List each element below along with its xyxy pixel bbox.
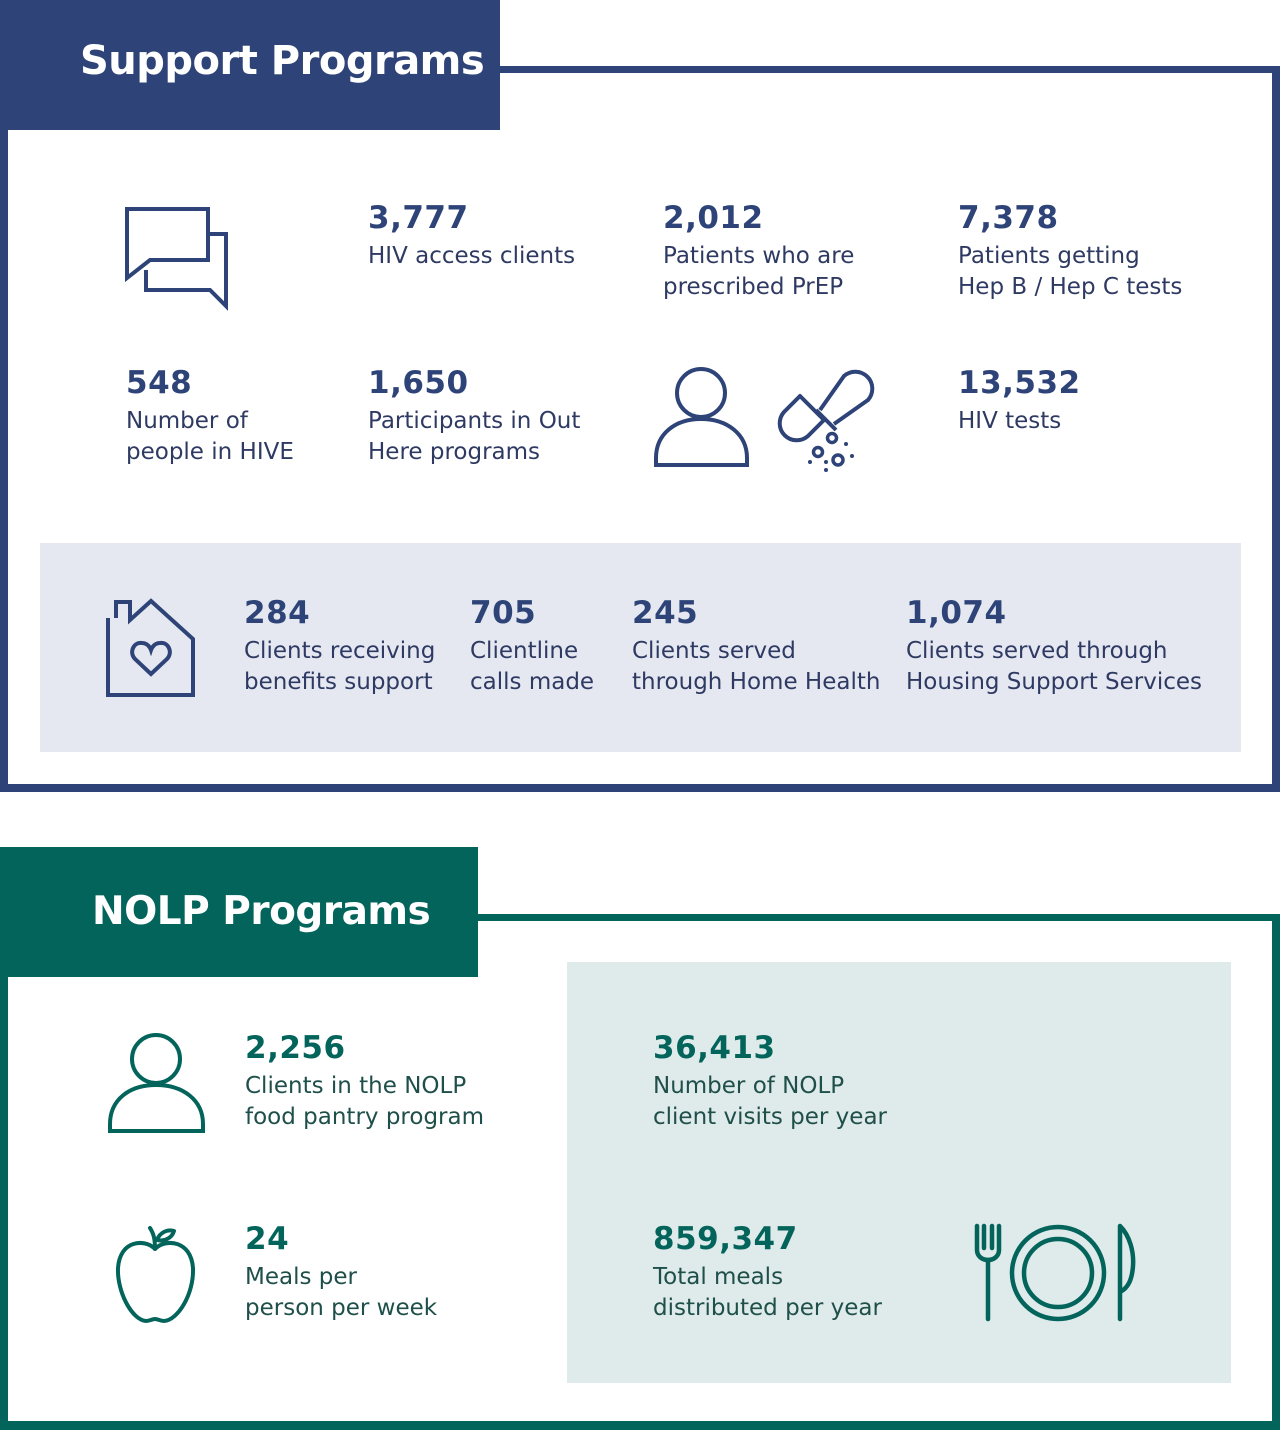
stat-value: 24 — [245, 1221, 290, 1257]
house-heart-icon — [104, 598, 198, 700]
person-icon — [653, 366, 751, 468]
stat-value: 1,074 — [906, 595, 1007, 631]
nolp-programs-title: NOLP Programs — [92, 889, 431, 934]
stat-value: 245 — [632, 595, 699, 631]
stat-value: 705 — [470, 595, 537, 631]
stat-label: Number of NOLP client visits per year — [653, 1073, 887, 1130]
stat-value: 1,650 — [368, 365, 469, 401]
stat-meals-per-week — [245, 1219, 437, 1324]
stat-prep — [663, 198, 854, 303]
stat-value: 2,012 — [663, 200, 764, 236]
stat-value: 13,532 — [958, 365, 1081, 401]
stat-label: HIV access clients — [368, 243, 576, 269]
stat-label: Clientline calls made — [470, 638, 595, 695]
stat-total-meals — [653, 1219, 882, 1324]
stat-clientline — [470, 593, 594, 698]
stat-value: 2,256 — [245, 1030, 346, 1066]
stat-home-health — [632, 593, 880, 698]
stat-hive — [126, 363, 294, 468]
stat-label: Participants in Out Here programs — [368, 408, 581, 465]
stat-label: Patients getting Hep B / Hep C tests — [958, 243, 1183, 300]
stat-value: 284 — [244, 595, 311, 631]
stat-label: Patients who are prescribed PrEP — [663, 243, 855, 300]
apple-icon — [114, 1222, 198, 1326]
stat-label: Meals per person per week — [245, 1264, 438, 1321]
stat-value: 7,378 — [958, 200, 1059, 236]
stat-label: Clients served through Home Health — [632, 638, 881, 695]
stat-value: 3,777 — [368, 200, 469, 236]
stat-hiv-access — [368, 198, 575, 272]
stat-label: Clients receiving benefits support — [244, 638, 436, 695]
person-icon — [107, 1032, 207, 1134]
stat-hiv-tests — [958, 363, 1081, 437]
stat-label: Total meals distributed per year — [653, 1264, 882, 1321]
stat-value: 548 — [126, 365, 193, 401]
stat-value: 36,413 — [653, 1030, 776, 1066]
stat-label: HIV tests — [958, 408, 1062, 434]
stat-out-here — [368, 363, 580, 468]
stat-label: Number of people in HIVE — [126, 408, 294, 465]
fork-plate-knife-icon — [972, 1222, 1140, 1324]
stat-benefits — [244, 593, 435, 698]
stat-label: Clients served through Housing Support Services — [906, 638, 1203, 695]
stat-nolp-pantry — [245, 1028, 484, 1133]
stat-label: Clients in the NOLP food pantry program — [245, 1073, 484, 1130]
stat-value: 859,347 — [653, 1221, 798, 1257]
pills-icon — [768, 370, 878, 474]
stat-client-visits — [653, 1028, 887, 1133]
support-programs-title: Support Programs — [80, 38, 485, 84]
stat-housing — [906, 593, 1202, 698]
chat-bubbles-icon — [124, 206, 230, 310]
stat-hep-tests — [958, 198, 1182, 303]
